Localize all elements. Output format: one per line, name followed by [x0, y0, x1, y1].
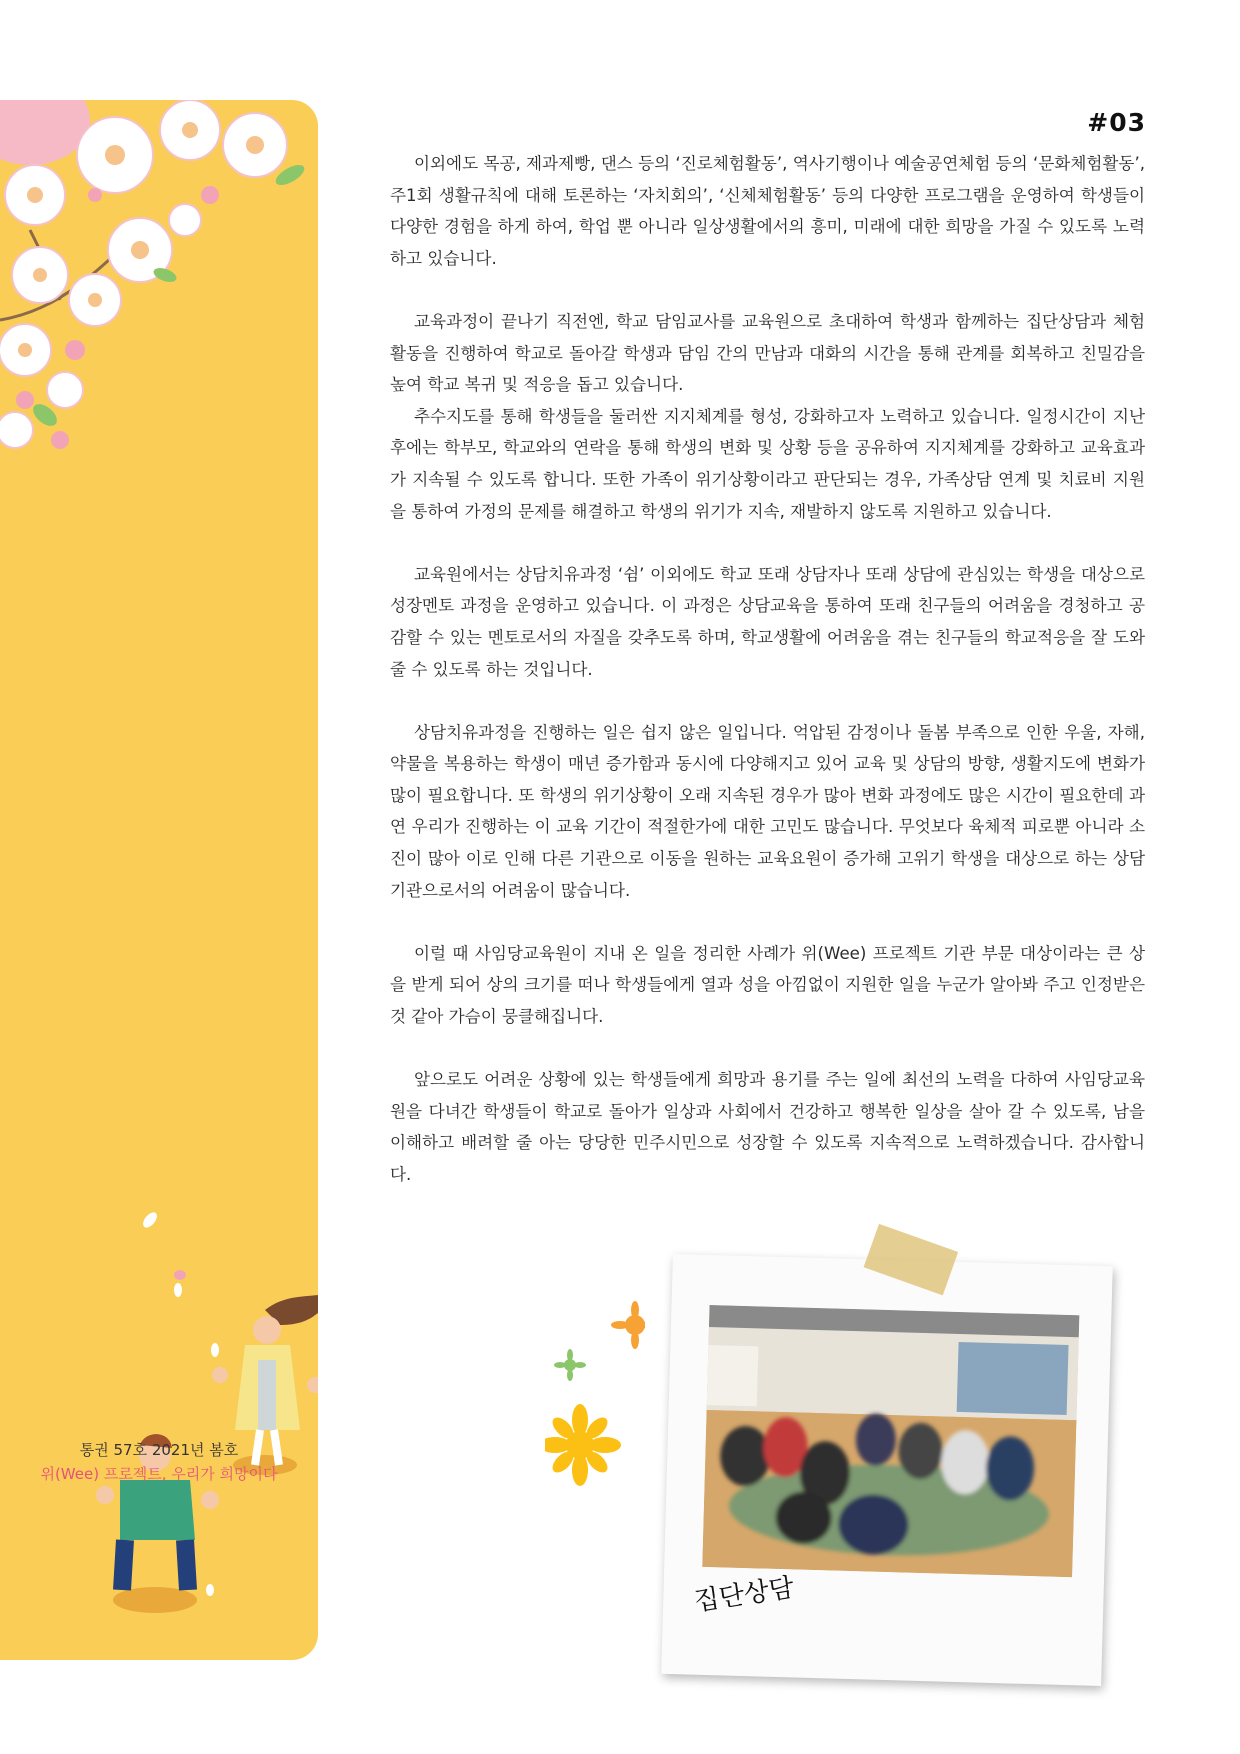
- students-illustration: [60, 1210, 318, 1630]
- cherry-blossom-illustration: [0, 100, 318, 480]
- paragraph: 교육과정이 끝나기 직전엔, 학교 담임교사를 교육원으로 초대하여 학생과 함께하는 집단상담과 체험활동을 진행하여 학교로 돌아갈 학생과 담임 간의 만남과 대화의 시간을 통해 관계를 회복하고 친밀감을 높여 학교 복귀 및 적응을 돕고 있습니다.: [390, 311, 1145, 395]
- paragraph: 추수지도를 통해 학생들을 둘러싼 지지체계를 형성, 강화하고자 노력하고 있습니다. 일정시간이 지난 후에는 학부모, 학교와의 연락을 통해 학생의 변화 및 상황 등을 공유하여 지지체계를 강화하고 교육효과가 지속될 수 있도록 합니다. 또한 가족이 위기상황이라고 판단되는 경우, 가족상담 연계 및 치료비 지원을 통하여 가정의 문제를 해결하고 학생의 위기가 지속, 재발하지 않도록 지원하고 있습니다.: [390, 406, 1145, 521]
- issue-number: 통권 57호 2021년 봄호: [79, 1441, 239, 1459]
- group-counseling-photo: [702, 1305, 1079, 1577]
- photo-card: [661, 1254, 1113, 1686]
- issue-title: 위(Wee) 프로젝트, 우리가 희망이다: [40, 1465, 278, 1483]
- paragraph: 교육원에서는 상담치유과정 ‘쉼’ 이외에도 학교 또래 상담자나 또래 상담에 관심있는 학생을 대상으로 성장멘토 과정을 운영하고 있습니다. 이 과정은 상담교육을 통하여 또래 친구들의 어려움을 경청하고 공감할 수 있는 멘토로서의 자질을 갖추도록 하며, 학교생활에 어려움을 겪는 친구들의 학교적응을 잘 도와 줄 수 있도록 하는 것입니다.: [390, 564, 1145, 679]
- paragraph: 상담치유과정을 진행하는 일은 쉽지 않은 일입니다. 억압된 감정이나 돌봄 부족으로 인한 우울, 자해, 약물을 복용하는 학생이 매년 증가함과 동시에 다양해지고 있어 교육 및 상담의 방향, 생활지도에 변화가 많이 필요합니다. 또 학생의 위기상황이 오래 지속된 경우가 많아 변화 과정에도 많은 시간이 필요한데 과연 우리가 진행하는 이 교육 기간이 적절한가에 대한 고민도 많습니다. 무엇보다 육체적 피로뿐 아니라 소진이 많아 이로 인해 다른 기관으로 이동을 원하는 교육요원이 증가해 고위기 학생을 대상으로 하는 상담기관으로서의 어려움이 많습니다.: [390, 722, 1145, 900]
- sidebar-panel: [0, 100, 318, 1660]
- page-number: #03: [1087, 108, 1146, 137]
- tape-decoration: [864, 1224, 959, 1296]
- paragraph: 앞으로도 어려운 상황에 있는 학생들에게 희망과 용기를 주는 일에 최선의 노력을 다하여 사임당교육원을 다녀간 학생들이 학교로 돌아가 일상과 사회에서 건강하고 행복한 일상을 살아 갈 수 있도록, 남을 이해하고 배려할 줄 아는 당당한 민주시민으로 성장할 수 있도록 지속적으로 노력하겠습니다. 감사합니다.: [390, 1070, 1145, 1184]
- paragraph: 이외에도 목공, 제과제빵, 댄스 등의 ‘진로체험활동’, 역사기행이나 예술공연체험 등의 ‘문화체험활동’, 주1회 생활규칙에 대해 토론하는 ‘자치회의’, ‘신체체험활동’ 등의 다양한 프로그램을 운영하여 학생들이 다양한 경험을 하게 하여, 학업 뿐 아니라 일상생활에서의 흥미, 미래에 대한 희망을 가질 수 있도록 노력하고 있습니다.: [390, 154, 1145, 268]
- issue-info: [0, 1438, 318, 1486]
- photo-caption: 집단상담: [692, 1572, 797, 1618]
- paragraph: 이럴 때 사임당교육원이 지내 온 일을 정리한 사례가 위(Wee) 프로젝트 기관 부문 대상이라는 큰 상을 받게 되어 상의 크기를 떠나 학생들에게 열과 성을 아낌없이 지원한 일을 누군가 알아봐 주고 인정받은 것 같아 가슴이 뭉클해집니다.: [390, 943, 1145, 1027]
- flower-decoration: [545, 1290, 645, 1490]
- article-body: [390, 148, 1145, 1222]
